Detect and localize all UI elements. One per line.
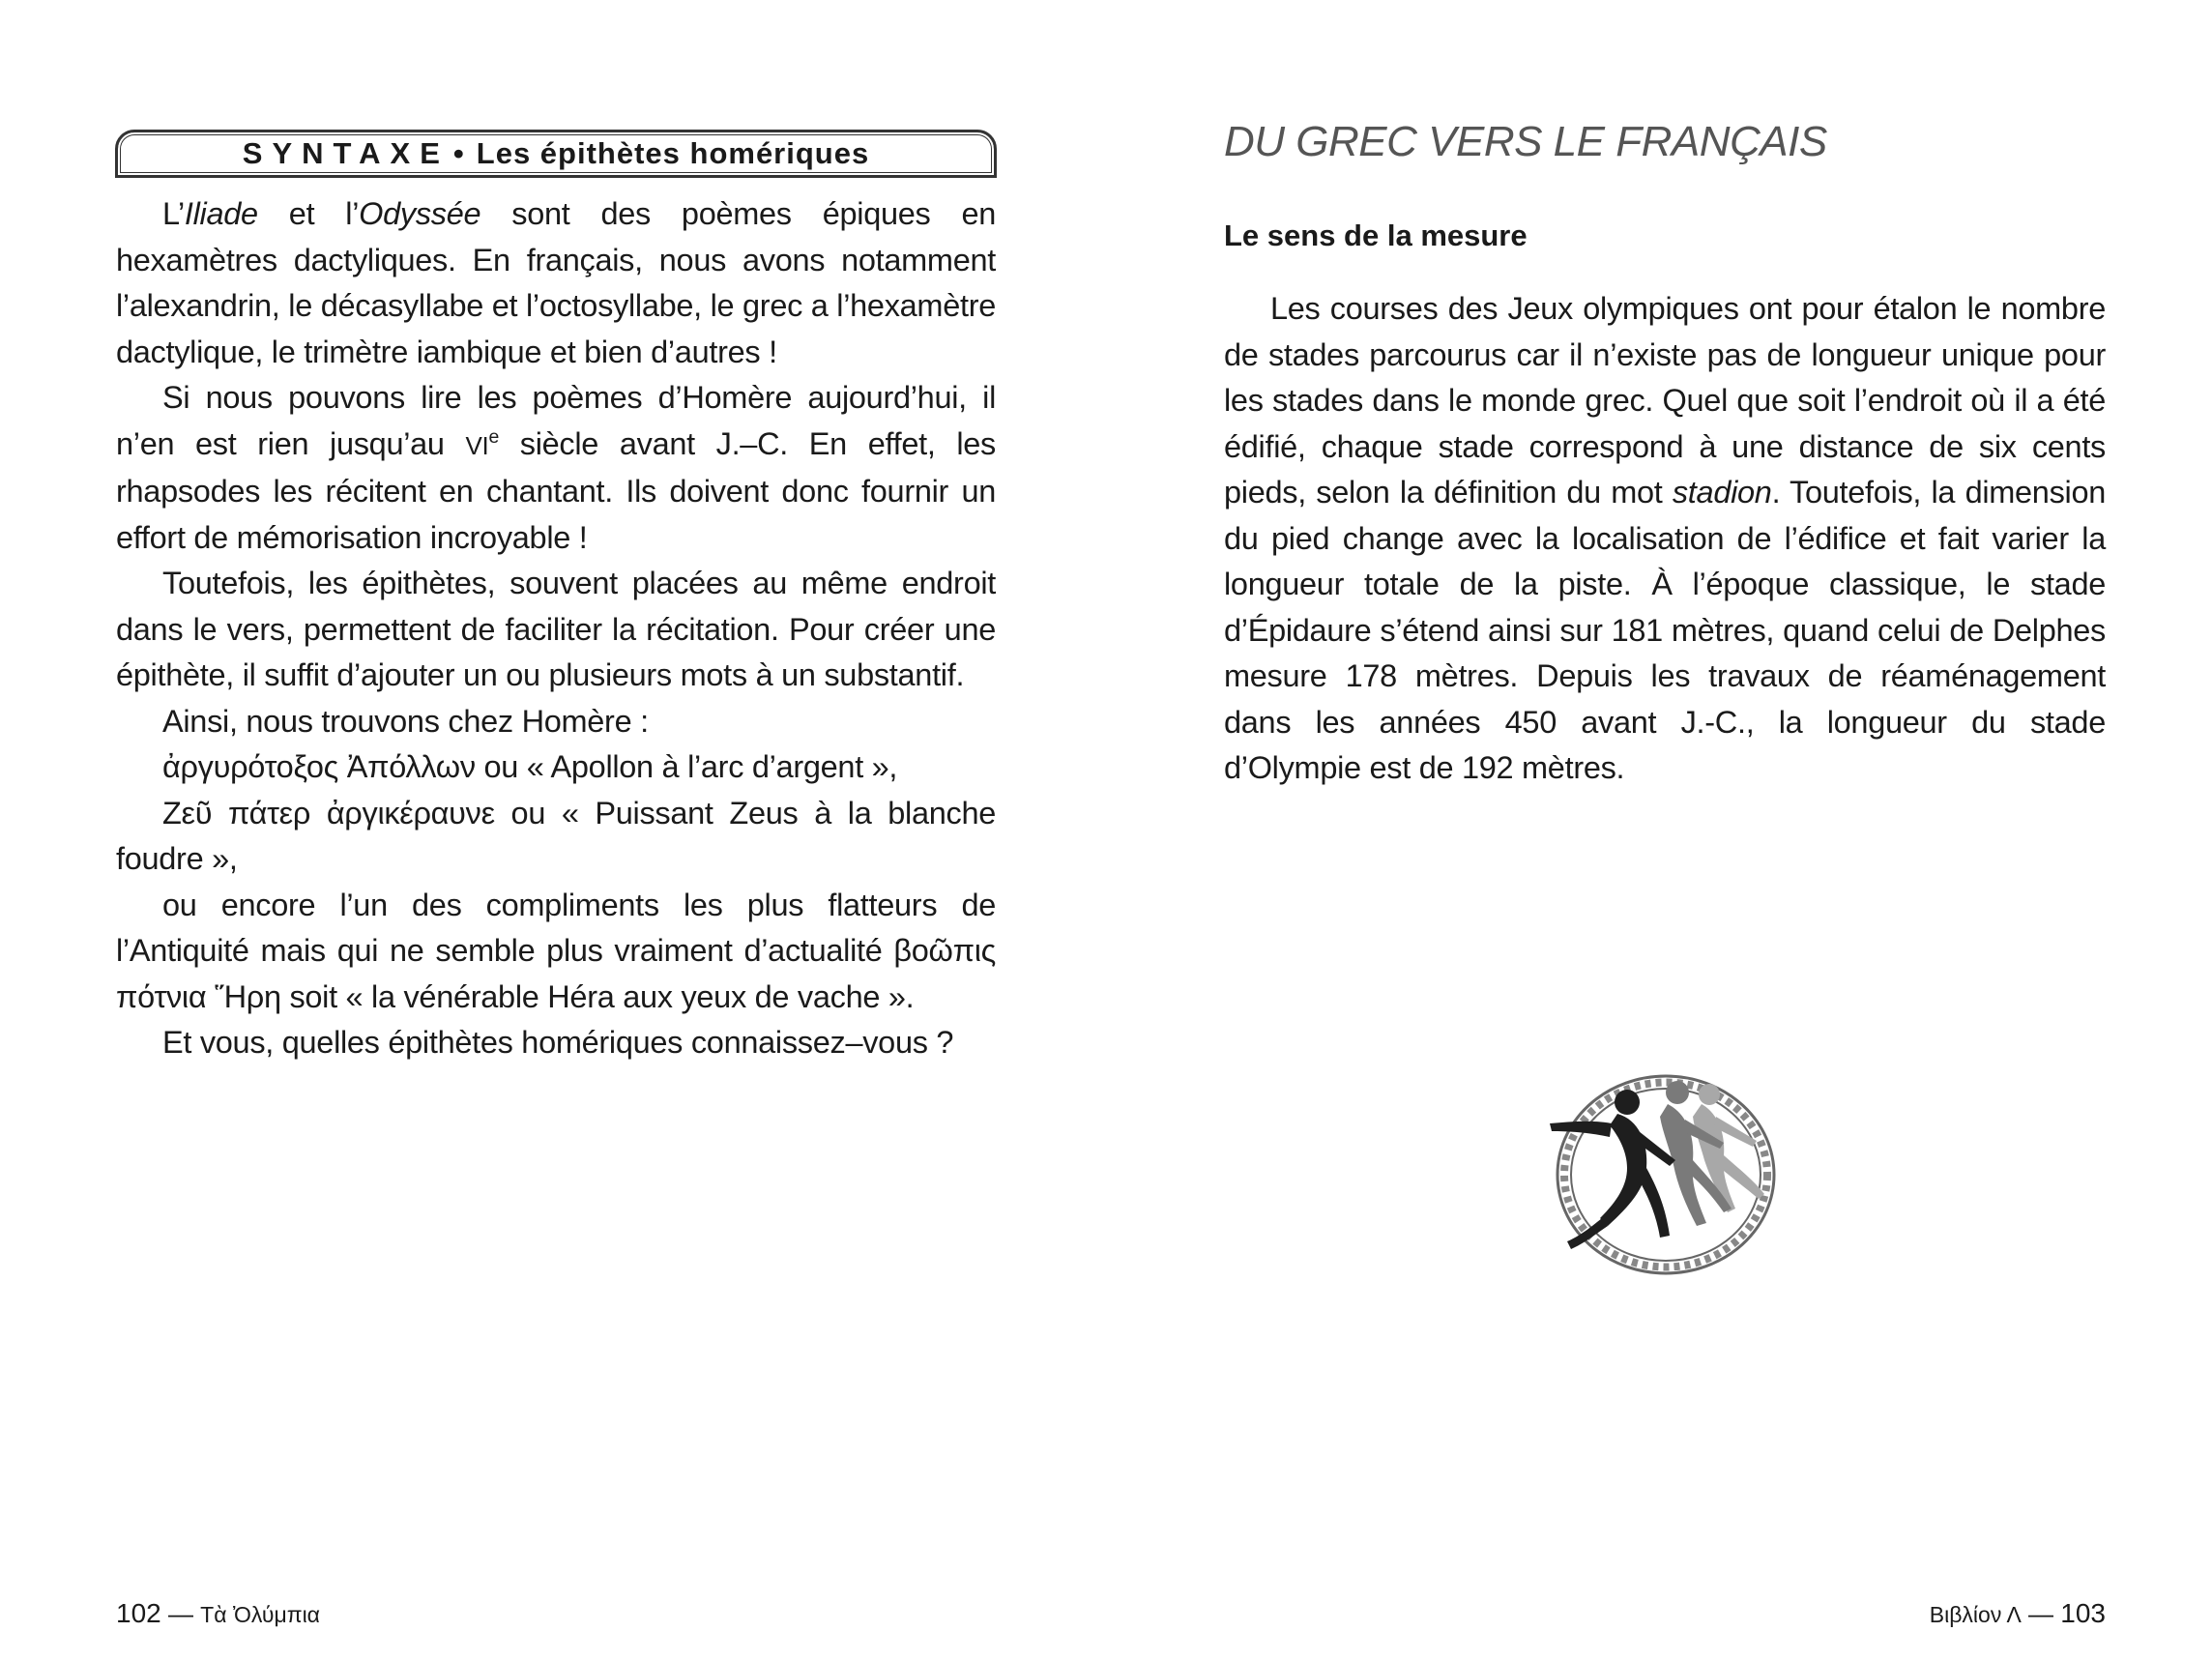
running-head: Βιβλίον Λ: [1929, 1602, 2022, 1627]
paragraph: [116, 375, 996, 561]
paragraph: Ζεῦ πάτερ ἀργικέραυνε ou « Puissant Zeus à la blanche foudre »,: [116, 795, 996, 876]
folio-dash: —: [160, 1599, 201, 1628]
text-run: . Toutefois, la dimension du pied change avec la localisation de l’édifice et fait varier la longueur totale de la piste. À l’époque classique, le stade d’Épidaure s’étend ainsi sur 181 mètres, quand celui de Delphes mesure 178 mètres. Depuis les travaux de réaménagement dans les années 450 avant J.-C., la longueur du stade d’Olympie est de 192 mètres.: [1224, 475, 2107, 785]
text-run: siècle avant J.–C. En effet, les rhapsodes les récitent en chantant. Ils doivent donc fournir un effort de mémorisation incroyable !: [116, 425, 996, 555]
title-iliade: Iliade: [184, 196, 258, 231]
text-run: Si nous pouvons lire les poèmes d’Homère aujourd’hui, il n’en est rien jusqu’au: [116, 380, 996, 461]
syntax-keyword: SYNTAXE: [242, 136, 450, 170]
page-number: 103: [2060, 1598, 2106, 1628]
runner-front: [1550, 1090, 1675, 1249]
folio-dash: —: [2021, 1599, 2061, 1628]
paragraph: Toutefois, les épithètes, souvent placées au même endroit dans le vers, permettent de faciliter la récitation. Pour créer une épithète, il suffit d’ajouter un ou plusieurs mots à un substantif.: [116, 566, 996, 692]
paragraph: ἀργυρότοξος Ἀπόλλων ou « Apollon à l’arc d’argent »,: [162, 749, 898, 784]
syntax-box-title: [243, 136, 869, 171]
roman-numeral: VI: [465, 430, 489, 460]
paragraph: Ainsi, nous trouvons chez Homère :: [162, 703, 649, 739]
text-run: et l’: [257, 196, 360, 231]
text-run: Les courses des Jeux olympiques ont pour étalon le nombre de stades parcourus car il n’existe pas de longueur unique pour les stades dans le monde grec. Quel que soit l’endroit où il a été édifié, chaque stade correspond à une distance de six cents pieds, selon la définition du mot: [1224, 291, 2106, 510]
subsection-title: Le sens de la mesure: [1224, 219, 1528, 252]
greek-runners-medallion-icon: [1503, 1064, 1813, 1276]
word-stadion: stadion: [1672, 475, 1772, 510]
paragraph: Et vous, quelles épithètes homériques connaissez–vous ?: [162, 1025, 954, 1060]
right-body-text: [1224, 286, 2106, 792]
folio-left: [116, 1598, 320, 1629]
syntax-title-text: Les épithètes homériques: [476, 136, 870, 170]
folio-right: [1930, 1598, 2106, 1629]
running-head: Τὰ Ὀλύμπια: [200, 1602, 320, 1627]
superscript: e: [488, 425, 499, 448]
text-run: L’: [162, 196, 185, 231]
paragraph: [1224, 286, 2106, 792]
paragraph: [116, 191, 996, 375]
title-odyssee: Odyssée: [359, 196, 481, 231]
section-title: DU GREC VERS LE FRANÇAIS: [1224, 118, 1827, 165]
left-body-text: [116, 191, 996, 1066]
paragraph: ou encore l’un des compliments les plus flatteurs de l’Antiquité mais qui ne semble plus vraiment d’actualité βοῶπις πότνια Ἥρη soit « la vénérable Héra aux yeux de vache ».: [116, 887, 996, 1014]
syntax-separator: •: [452, 136, 465, 170]
text-run: sont des poèmes épiques en hexamètres dactyliques. En français, nous avons notamment l’alexandrin, le décasyllabe et l’octosyllabe, le grec a l’hexamètre dactylique, le trimètre iambique et bien d’autres !: [116, 196, 996, 369]
page-number: 102: [116, 1598, 161, 1628]
syntax-box: [115, 130, 997, 178]
